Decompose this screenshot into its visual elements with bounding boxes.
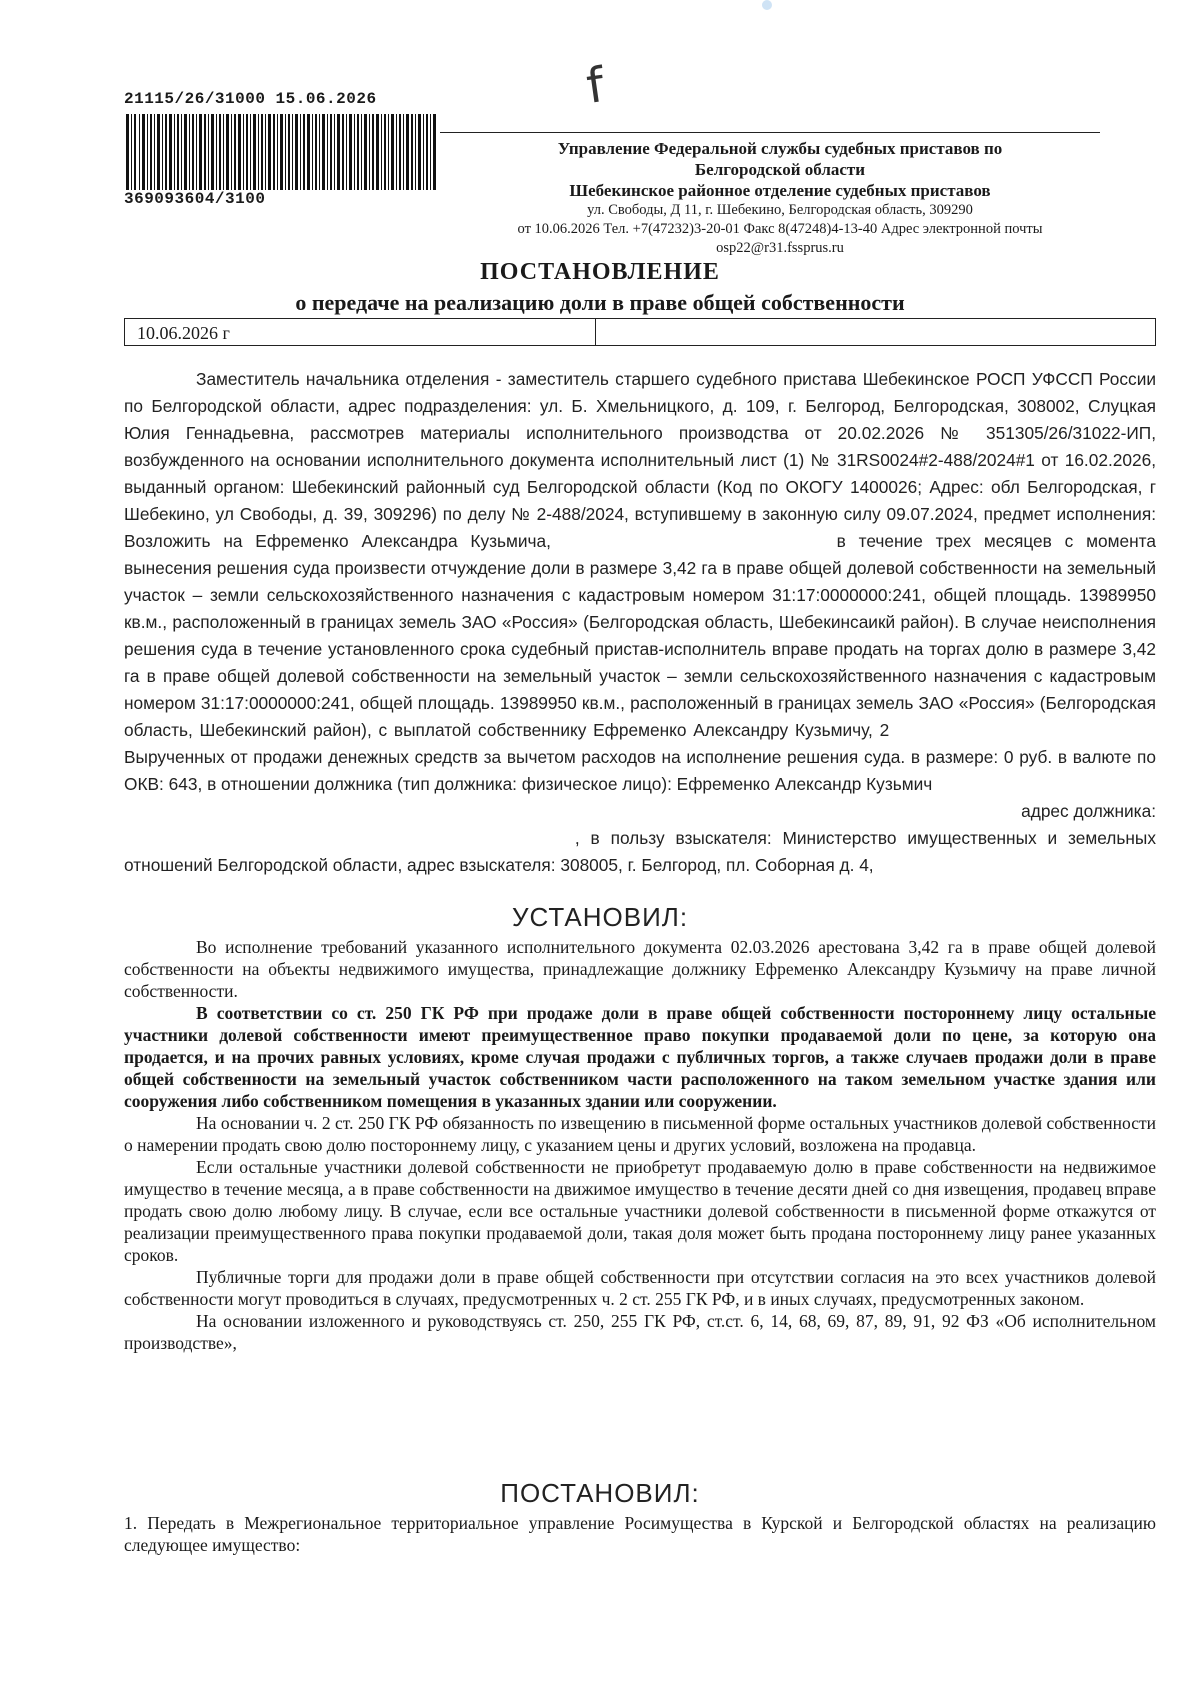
- redacted-text: [564, 545, 824, 547]
- barcode: [126, 114, 436, 190]
- org-line-3: Шебекинское районное отделение судебных приставов: [569, 181, 991, 200]
- org-line-1: Управление Федеральной службы судебных приставов по: [557, 139, 1003, 158]
- issuer-header: [440, 138, 1120, 258]
- established-heading: УСТАНОВИЛ:: [511, 902, 689, 932]
- debtor-address-label: адрес должника:: [1021, 801, 1156, 821]
- resolved-section: [124, 1512, 1156, 1556]
- established-paragraph-4: Если остальные участники долевой собственности не приобретут продаваемую долю в праве собственности на недвижимое имущество в течение месяца, а в праве собственности на движимое имущество в течение десяти дней со дня извещения, продавец вправе продать свою долю любому лицу. В случае, если все остальные участники долевой собственности в письменной форме откажутся от реализации преимущественного права покупки продаваемой доли, такая доля может быть продана постороннему лицу ранее указанных сроков.: [124, 1157, 1156, 1265]
- org-line-2: Белгородской области: [694, 160, 866, 179]
- established-paragraph-2: В соответствии со ст. 250 ГК РФ при продаже доли в праве общей собственности постороннему лицу остальные участники долевой собственности имеют преимущественное право покупки продаваемой доли по цене, за которую она продается, и на прочих равных условиях, кроме случая продажи с публичных торгов, а также случаев продажи доли в праве общей собственности на земельный участок собственником части расположенного на таком земельном участке здания или сооружения либо собственником помещения в указанных здании или сооружении.: [124, 1003, 1156, 1111]
- header-divider: [440, 132, 1100, 133]
- established-paragraph-1: Во исполнение требований указанного исполнительного документа 02.03.2026 арестована 3,42 га в праве общей долевой собственности на объекты недвижимого имущества, принадлежащие должнику Ефременко Александру Кузьмичу на праве личной собственности.: [124, 937, 1156, 1001]
- redacted-text: [124, 842, 564, 844]
- resolved-heading: ПОСТАНОВИЛ:: [500, 1478, 700, 1508]
- scan-artifact: [762, 0, 772, 10]
- established-paragraph-5: Публичные торги для продажи доли в праве общей собственности при отсутствии согласия на это всех участников долевой собственности могут проводиться в случаях, предусмотренных ч. 2 ст. 255 ГК РФ, и в иных случаях, предусмотренных законом.: [124, 1267, 1156, 1309]
- barcode-number: 369093604/3100: [124, 190, 266, 208]
- intro-text-4: , в пользу взыскателя: Министерство имущественных и земельных отношений Белгородской области, адрес взыскателя: 308005, г. Белгород, пл. Соборная д. 4,: [124, 828, 1156, 875]
- org-contacts: от 10.06.2026 Тел. +7(47232)3-20-01 Факс 8(47248)4-13-40 Адрес электронной почты: [517, 221, 1043, 237]
- registration-number: 21115/26/31000 15.06.2026: [124, 90, 377, 108]
- document-number-box: [596, 318, 1156, 346]
- resolved-item-1: 1. Передать в Межрегиональное территориальное управление Росимущества в Курской и Белгородской областях на реализацию следующее имущество:: [124, 1513, 1156, 1555]
- established-section: [124, 936, 1156, 1354]
- intro-section: [124, 366, 1156, 879]
- redacted-text: [896, 734, 1156, 736]
- org-email: osp22@r31.fssprus.ru: [716, 240, 844, 256]
- intro-text-3: Вырученных от продажи денежных средств за вычетом расходов на исполнение решения суда. в размере: 0 руб. в валюте по ОКВ: 643, в отношении должника (тип должника: физическое лицо): Ефременко Александр Кузьмич: [124, 747, 1156, 794]
- established-paragraph-6: На основании изложенного и руководствуясь ст. 250, 255 ГК РФ, ст.ст. 6, 14, 68, 69, 87, 89, 91, 92 ФЗ «Об исполнительном производстве»,: [124, 1311, 1156, 1353]
- document-date: 10.06.2026 г: [124, 318, 596, 346]
- document-subtitle: о передаче на реализацию доли в праве общей собственности: [295, 290, 905, 315]
- established-paragraph-3: На основании ч. 2 ст. 250 ГК РФ обязанность по извещению в письменной форме остальных участников долевой собственности о намерении продать свою долю постороннему лицу, с указанием цены и других условий, возложена на продавца.: [124, 1113, 1156, 1155]
- handwritten-mark: f: [583, 57, 608, 115]
- intro-text-2: в течение трех месяцев с момента вынесения решения суда произвести отчуждение доли в размере 3,42 га в праве общей долевой собственности на земельный участок – земли сельскохозяйственного назначения с кадастровым номером 31:17:0000000:241, общей площадь. 13989950 кв.м., расположенный в границах земель ЗАО «Россия» (Белгородская область, Шебекинсаикй район). В случае неисполнения решения суда в течение установленного срока судебный пристав-исполнитель вправе продать на торгах долю в размере 3,42 га в праве общей долевой собственности на земельный участок – земли сельскохозяйственного назначения с кадастровым номером 31:17:0000000:241, общей площадь. 13989950 кв.м., расположенный в границах земель ЗАО «Россия» (Белгородская область, Шебекинский район), с выплатой собственнику Ефременко Александру Кузьмичу, 2: [124, 531, 1156, 740]
- intro-paragraph: [124, 366, 1156, 798]
- intro-paragraph-end: [124, 825, 1156, 879]
- org-address: ул. Свободы, Д 11, г. Шебекино, Белгородская область, 309290: [587, 202, 973, 218]
- document-title: ПОСТАНОВЛЕНИЕ: [480, 259, 720, 285]
- intro-text-1: Заместитель начальника отделения - заместитель старшего судебного пристава Шебекинское РОСП УФССП России по Белгородской области, адрес подразделения: ул. Б. Хмельницкого, д. 109, г. Белгород, Белгородская, 308002, Слуцкая Юлия Геннадьевна, рассмотрев материалы исполнительного производства от 20.02.2026 № 351305/26/31022-ИП, возбужденного на основании исполнительного документа исполнительный лист (1) № 31RS0024#2-488/2024#1 от 16.02.2026, выданный органом: Шебекинский районный суд Белгородской области (Код по ОКОГУ 1400026; Адрес: обл Белгородская, г Шебекино, ул Свободы, д. 39, 309296) по делу № 2-488/2024, вступившему в законную силу 09.07.2024, предмет исполнения: Возложить на Ефременко Александра Кузьмича,: [124, 369, 1156, 551]
